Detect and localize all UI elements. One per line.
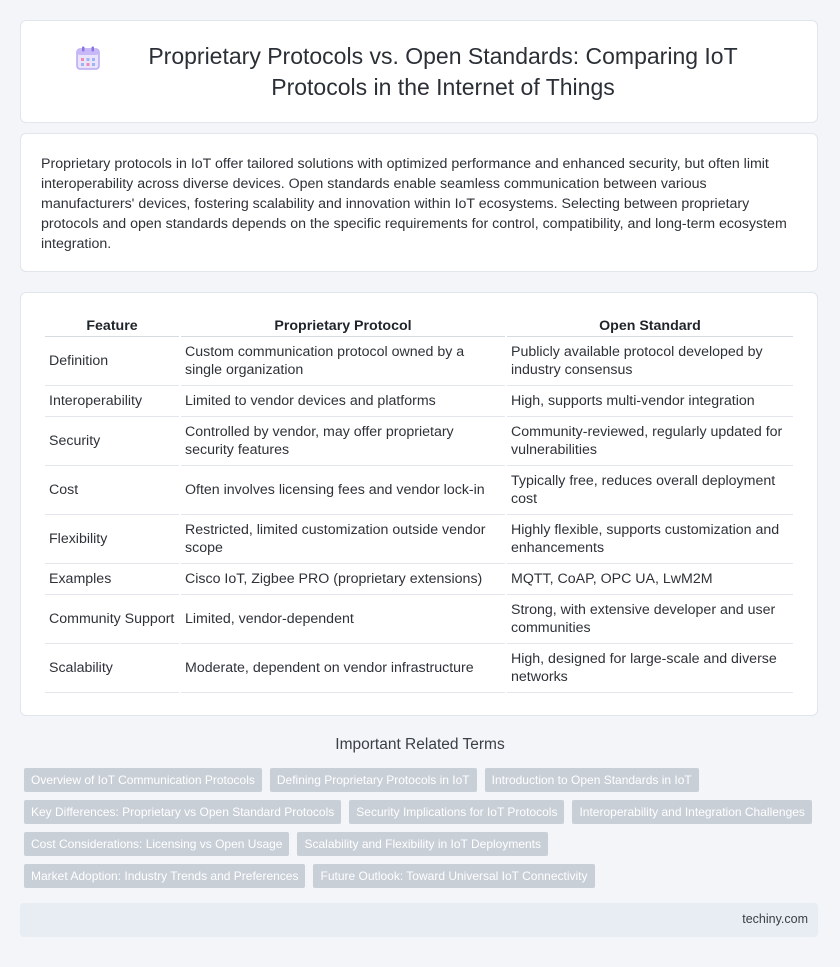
header-feature: Feature (45, 311, 179, 337)
table-cell: Definition (45, 337, 179, 386)
related-term-tag[interactable]: Defining Proprietary Protocols in IoT (270, 768, 477, 792)
table-cell: Community Support (45, 595, 179, 644)
header-proprietary: Proprietary Protocol (181, 311, 505, 337)
table-row (45, 337, 793, 386)
table-cell: Cost (45, 466, 179, 515)
table-cell: Moderate, dependent on vendor infrastructure (181, 644, 505, 693)
tag-row (24, 832, 824, 856)
table-row (45, 564, 793, 595)
related-term-tag[interactable]: Scalability and Flexibility in IoT Deployments (297, 832, 548, 856)
intro-text: Proprietary protocols in IoT offer tailored solutions with optimized performance and enhanced security, but often limit interoperability across diverse devices. Open standards enable seamless communication between various manufacturers' devices, fostering scalability and innovation within IoT ecosystems. Selecting between proprietary protocols and open standards depends on the specific requirements for control, compatibility, and long-term ecosystem integration. (41, 156, 787, 252)
table-cell: Security (45, 417, 179, 466)
table-cell: MQTT, CoAP, OPC UA, LwM2M (507, 564, 793, 595)
tag-row (24, 768, 824, 792)
table-cell: High, designed for large-scale and diverse networks (507, 644, 793, 693)
table-cell: Often involves licensing fees and vendor lock-in (181, 466, 505, 515)
footer-site-link[interactable]: techiny.com (742, 912, 808, 926)
table-header-row (45, 311, 793, 337)
table-cell: Publicly available protocol developed by industry consensus (507, 337, 793, 386)
table-cell: Controlled by vendor, may offer proprietary security features (181, 417, 505, 466)
table-cell: Restricted, limited customization outside vendor scope (181, 515, 505, 564)
table-cell: Limited, vendor-dependent (181, 595, 505, 644)
table-row (45, 644, 793, 693)
table-row (45, 515, 793, 564)
table-cell: High, supports multi-vendor integration (507, 386, 793, 417)
comparison-table (43, 311, 795, 693)
related-term-tag[interactable]: Cost Considerations: Licensing vs Open Usage (24, 832, 289, 856)
header-open-standard: Open Standard (507, 311, 793, 337)
related-term-tag[interactable]: Security Implications for IoT Protocols (349, 800, 564, 824)
table-cell: Scalability (45, 644, 179, 693)
table-cell: Highly flexible, supports customization and enhancements (507, 515, 793, 564)
related-terms-tags (24, 768, 824, 896)
intro-card (20, 133, 818, 272)
table-cell: Typically free, reduces overall deployment cost (507, 466, 793, 515)
table-cell: Custom communication protocol owned by a single organization (181, 337, 505, 386)
table-cell: Examples (45, 564, 179, 595)
tag-row (24, 800, 824, 824)
related-term-tag[interactable]: Introduction to Open Standards in IoT (485, 768, 699, 792)
table-cell: Limited to vendor devices and platforms (181, 386, 505, 417)
related-term-tag[interactable]: Overview of IoT Communication Protocols (24, 768, 262, 792)
related-term-tag[interactable]: Market Adoption: Industry Trends and Preferences (24, 864, 305, 888)
comparison-table-card (20, 292, 818, 716)
table-row (45, 386, 793, 417)
calendar-icon (75, 45, 101, 71)
related-terms-title: Important Related Terms (335, 736, 505, 753)
related-term-tag[interactable]: Interoperability and Integration Challenges (572, 800, 811, 824)
title-wrapper (75, 41, 763, 103)
page-title: Proprietary Protocols vs. Open Standards: Comparing IoT Protocols in the Internet of Things (148, 42, 738, 100)
table-cell: Cisco IoT, Zigbee PRO (proprietary extensions) (181, 564, 505, 595)
table-row (45, 417, 793, 466)
title-card (20, 20, 818, 123)
table-row (45, 595, 793, 644)
table-cell: Flexibility (45, 515, 179, 564)
related-term-tag[interactable]: Future Outlook: Toward Universal IoT Connectivity (313, 864, 594, 888)
table-cell: Interoperability (45, 386, 179, 417)
table-cell: Community-reviewed, regularly updated for vulnerabilities (507, 417, 793, 466)
tag-row (24, 864, 824, 888)
related-term-tag[interactable]: Key Differences: Proprietary vs Open Standard Protocols (24, 800, 341, 824)
footer (20, 903, 818, 937)
table-cell: Strong, with extensive developer and user communities (507, 595, 793, 644)
table-row (45, 466, 793, 515)
